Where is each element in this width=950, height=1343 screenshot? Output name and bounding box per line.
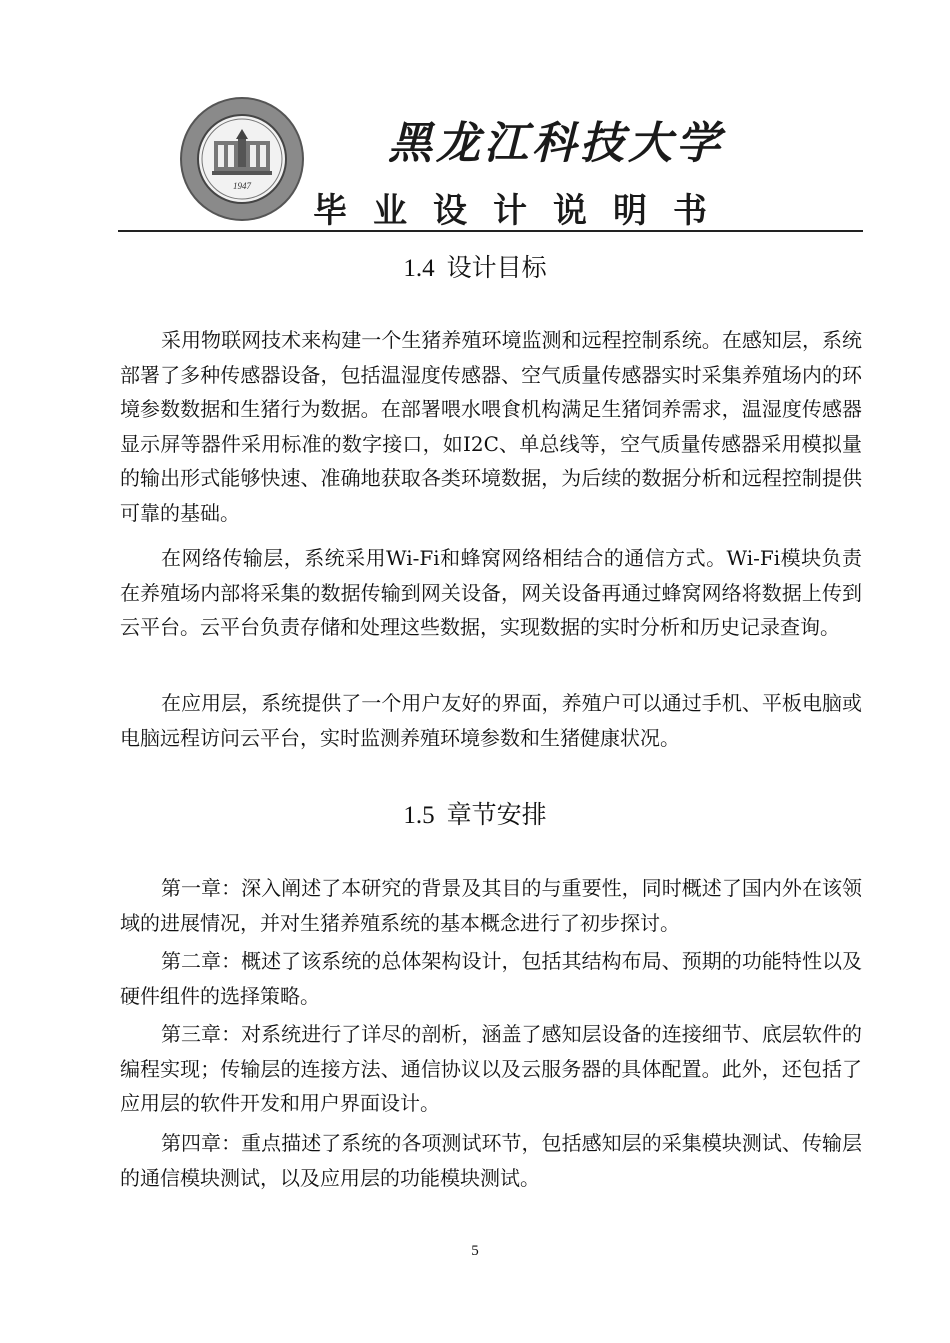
document-type: 毕业设计说明书: [313, 191, 733, 231]
section-title: 设计目标: [446, 253, 547, 282]
header-divider: [118, 230, 863, 232]
paragraph: 第二章：概述了该系统的总体架构设计，包括其结构布局、预期的功能特性以及硬件组件的选择策略。: [120, 949, 862, 1008]
seal-year: 1947: [233, 181, 251, 191]
section-title: 章节安排: [446, 800, 547, 829]
paragraph: 第三章：对系统进行了详尽的剖析，涵盖了感知层设备的连接细节、底层软件的编程实现；传输层的连接方法、通信协议以及云服务器的具体配置。此外，还包括了应用层的软件开发和用户界面设计。: [120, 1022, 862, 1115]
paragraph: 第一章：深入阐述了本研究的背景及其目的与重要性，同时概述了国内外在该领域的进展情况，并对生猪养殖系统的基本概念进行了初步探讨。: [120, 876, 862, 935]
university-name: 黑龙江科技大学: [388, 118, 724, 169]
section-number: 1.4: [403, 255, 435, 282]
paragraph: 在网络传输层，系统采用Wi-Fi和蜂窝网络相结合的通信方式。Wi-Fi模块负责在养殖场内部将采集的数据传输到网关设备，网关设备再通过蜂窝网络将数据上传到云平台。云平台负责存储和处理这些数据，实现数据的实时分析和历史记录查询。: [120, 546, 862, 639]
section-heading-1-5: [0, 795, 950, 831]
university-seal-logo: [178, 95, 306, 223]
section-number: 1.5: [403, 802, 435, 829]
page-number: 5: [471, 1243, 479, 1259]
paragraph: 在应用层，系统提供了一个用户友好的界面，养殖户可以通过手机、平板电脑或电脑远程访问云平台，实时监测养殖环境参数和生猪健康状况。: [120, 691, 862, 750]
section-heading-1-4: [0, 248, 950, 284]
document-header: [118, 95, 863, 232]
paragraph: 第四章：重点描述了系统的各项测试环节，包括感知层的采集模块测试、传输层的通信模块测试，以及应用层的功能模块测试。: [120, 1131, 862, 1190]
paragraph: 采用物联网技术来构建一个生猪养殖环境监测和远程控制系统。在感知层，系统部署了多种传感器设备，包括温湿度传感器、空气质量传感器实时采集养殖场内的环境参数数据和生猪行为数据。在部署喂水喂食机构满足生猪饲养需求，温湿度传感器显示屏等器件采用标准的数字接口，如I2C、单总线等，空气质量传感器采用模拟量的输出形式能够快速、准确地获取各类环境数据，为后续的数据分析和远程控制提供可靠的基础。: [120, 328, 862, 525]
